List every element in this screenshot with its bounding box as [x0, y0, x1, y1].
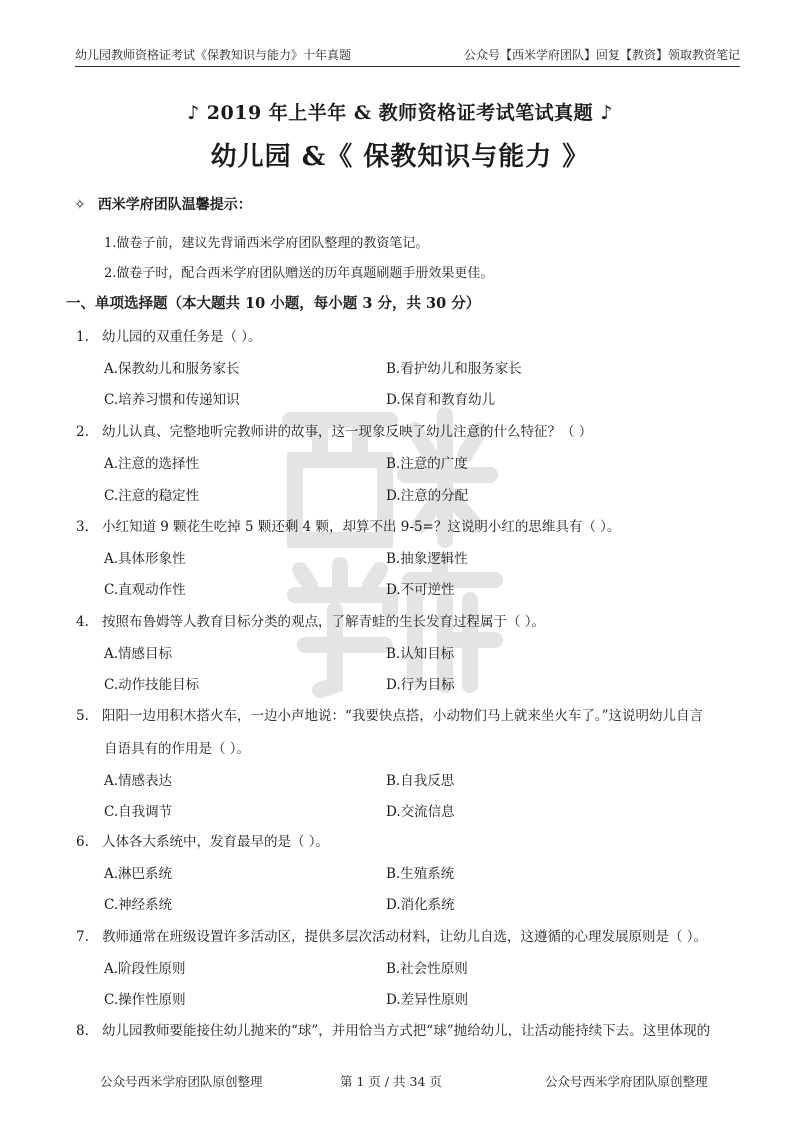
question-text-continued: 自语具有的作用是（ ）。 — [104, 741, 251, 757]
question-number: 1. — [76, 329, 89, 345]
question-number: 8. — [76, 1023, 89, 1039]
option-a: A.淋巴系统 — [104, 866, 173, 882]
question-text: 幼儿园的双重任务是（ ）。 — [102, 329, 262, 345]
question-text: 教师通常在班级设置许多活动区，提供多层次活动材料，让幼儿自选，这遵循的心理发展原则是（ ）。 — [102, 929, 708, 945]
question-6 — [76, 830, 329, 850]
option-b: B.社会性原则 — [386, 961, 468, 977]
option-a: A.保教幼儿和服务家长 — [104, 361, 240, 377]
header-right-text: 公众号【西米学府团队】回复【教资】领取教资笔记 — [463, 48, 740, 62]
sparkle-icon: ✧ — [74, 197, 86, 213]
question-text: 幼儿园教师要能接住幼儿抛来的“球”，并用恰当方式把“球”抛给幼儿，让活动能持续下去。这里体现的 — [102, 1023, 711, 1039]
option-d: D.不可逆性 — [386, 582, 455, 598]
question-text: 小红知道 9 颗花生吃掉 5 颗还剩 4 颗，却算不出 9-5=？这说明小红的思维具有（ ）。 — [102, 519, 621, 535]
option-d: D.注意的分配 — [386, 488, 469, 504]
option-d: D.保育和教育幼儿 — [386, 392, 496, 408]
footer-left-text: 公众号西米学府团队原创整理 — [100, 1074, 263, 1089]
option-d: D.交流信息 — [386, 804, 455, 820]
question-number: 5. — [76, 708, 89, 724]
question-number: 2. — [76, 424, 89, 440]
option-c: C.神经系统 — [104, 897, 173, 913]
option-c: C.操作性原则 — [104, 992, 186, 1008]
question-1 — [76, 325, 262, 345]
tip-item: 1.做卷子前，建议先背诵西米学府团队整理的教资笔记。 — [104, 236, 429, 251]
section-heading: 一、单项选择题（本大题共 10 小题，每小题 3 分，共 30 分） — [66, 295, 481, 312]
question-number: 4. — [76, 614, 89, 630]
option-a: A.注意的选择性 — [104, 456, 200, 472]
option-a: A.阶段性原则 — [104, 961, 186, 977]
option-b: B.看护幼儿和服务家长 — [386, 361, 522, 377]
option-b: B.抽象逻辑性 — [386, 551, 468, 567]
question-text: 按照布鲁姆等人教育目标分类的观点，了解青蛙的生长发育过程属于（ ）。 — [102, 614, 546, 630]
option-c: C.动作技能目标 — [104, 677, 200, 693]
question-7 — [76, 925, 707, 945]
footer-right-text: 公众号西米学府团队原创整理 — [545, 1074, 708, 1089]
subject-title: 幼儿园 &《 保教知识与能力 》 — [210, 142, 590, 172]
option-a: A.情感目标 — [104, 646, 173, 662]
tips-heading-text: 西米学府团队温馨提示： — [97, 197, 252, 213]
tips-heading — [74, 194, 252, 214]
option-a: A.具体形象性 — [104, 551, 186, 567]
page-number: 第 1 页 / 共 34 页 — [340, 1074, 442, 1089]
page-header — [75, 44, 740, 67]
option-d: D.消化系统 — [386, 897, 455, 913]
option-b: B.认知目标 — [386, 646, 455, 662]
option-b: B.注意的广度 — [386, 456, 468, 472]
question-text: 幼儿认真、完整地听完教师讲的故事，这一现象反映了幼儿注意的什么特征？（ ） — [102, 424, 593, 440]
option-b: B.生殖系统 — [386, 866, 455, 882]
option-b: B.自我反思 — [386, 773, 455, 789]
question-text: 阳阳一边用积木搭火车，一边小声地说：“我要快点搭，小动物们马上就来坐火车了。”这说明幼儿自言 — [102, 708, 704, 724]
tip-item: 2.做卷子时，配合西米学府团队赠送的历年真题刷题手册效果更佳。 — [104, 266, 494, 281]
header-left-text: 幼儿园教师资格证考试《保教知识与能力》十年真题 — [75, 48, 352, 62]
question-3 — [76, 515, 620, 535]
question-2 — [76, 420, 592, 440]
question-text: 人体各大系统中，发育最早的是（ ）。 — [102, 834, 330, 850]
option-c: C.直观动作性 — [104, 582, 186, 598]
option-d: D.差异性原则 — [386, 992, 469, 1008]
question-number: 7. — [76, 929, 89, 945]
option-d: D.行为目标 — [386, 677, 455, 693]
option-c: C.培养习惯和传递知识 — [104, 392, 240, 408]
question-number: 6. — [76, 834, 89, 850]
question-5 — [76, 704, 703, 724]
question-number: 3. — [76, 519, 89, 535]
option-c: C.自我调节 — [104, 804, 173, 820]
option-c: C.注意的稳定性 — [104, 488, 200, 504]
option-a: A.情感表达 — [104, 773, 173, 789]
question-4 — [76, 610, 545, 630]
exam-title: ♪ 2019 年上半年 & 教师资格证考试笔试真题 ♪ — [187, 102, 613, 124]
question-8 — [76, 1019, 710, 1039]
